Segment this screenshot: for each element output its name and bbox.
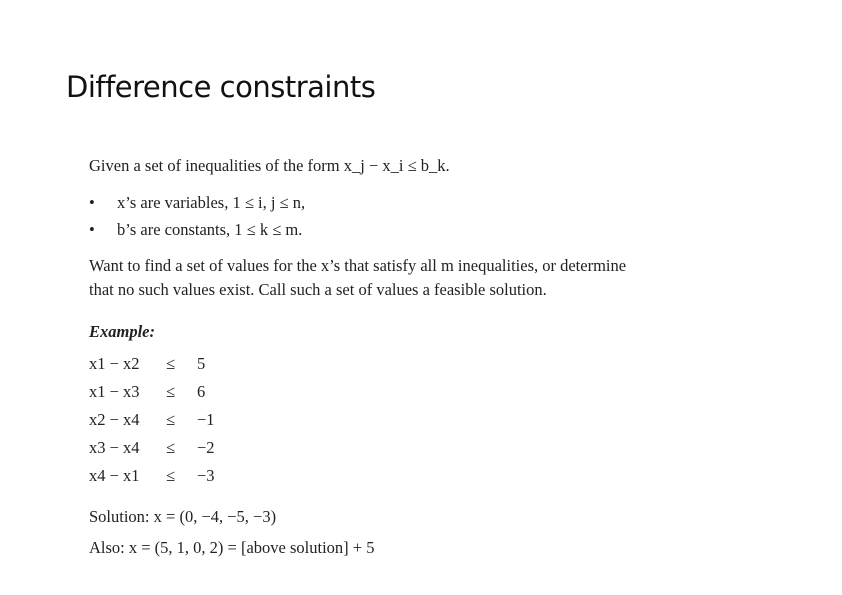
inequality-operator: ≤ xyxy=(166,438,176,457)
inequality-lhs: x4 − x1 xyxy=(89,466,140,485)
bullet-text: b’s are constants, 1 ≤ k ≤ m. xyxy=(117,220,303,239)
inequality-rhs: 6 xyxy=(197,382,206,401)
inequality-rhs: −1 xyxy=(197,410,215,429)
inequality-operator: ≤ xyxy=(166,354,176,373)
bullet-text: x’s are variables, 1 ≤ i, j ≤ n, xyxy=(117,193,306,212)
goal-line-1: Want to find a set of values for the x’s that satisfy all m inequalities, or determine xyxy=(89,256,627,275)
inequality-lhs: x3 − x4 xyxy=(89,438,140,457)
inequality-lhs: x2 − x4 xyxy=(89,410,140,429)
inequality-operator: ≤ xyxy=(166,466,176,485)
inequality-rhs: −2 xyxy=(197,438,215,457)
bullet-marker: • xyxy=(89,193,95,212)
inequality-lhs: x1 − x2 xyxy=(89,354,140,373)
inequality-rhs: 5 xyxy=(197,354,206,373)
intro-text: Given a set of inequalities of the form x_j − x_i ≤ b_k. xyxy=(89,156,450,175)
inequality-operator: ≤ xyxy=(166,410,176,429)
example-heading: Example: xyxy=(89,322,155,341)
inequality-operator: ≤ xyxy=(166,382,176,401)
slide-title: Difference constraints xyxy=(66,70,376,104)
bullet-marker: • xyxy=(89,220,95,239)
also-line: Also: x = (5, 1, 0, 2) = [above solution] + 5 xyxy=(89,538,375,557)
goal-line-2: that no such values exist. Call such a set of values a feasible solution. xyxy=(89,280,547,299)
inequality-lhs: x1 − x3 xyxy=(89,382,140,401)
inequality-rhs: −3 xyxy=(197,466,215,485)
solution-line: Solution: x = (0, −4, −5, −3) xyxy=(89,507,277,526)
